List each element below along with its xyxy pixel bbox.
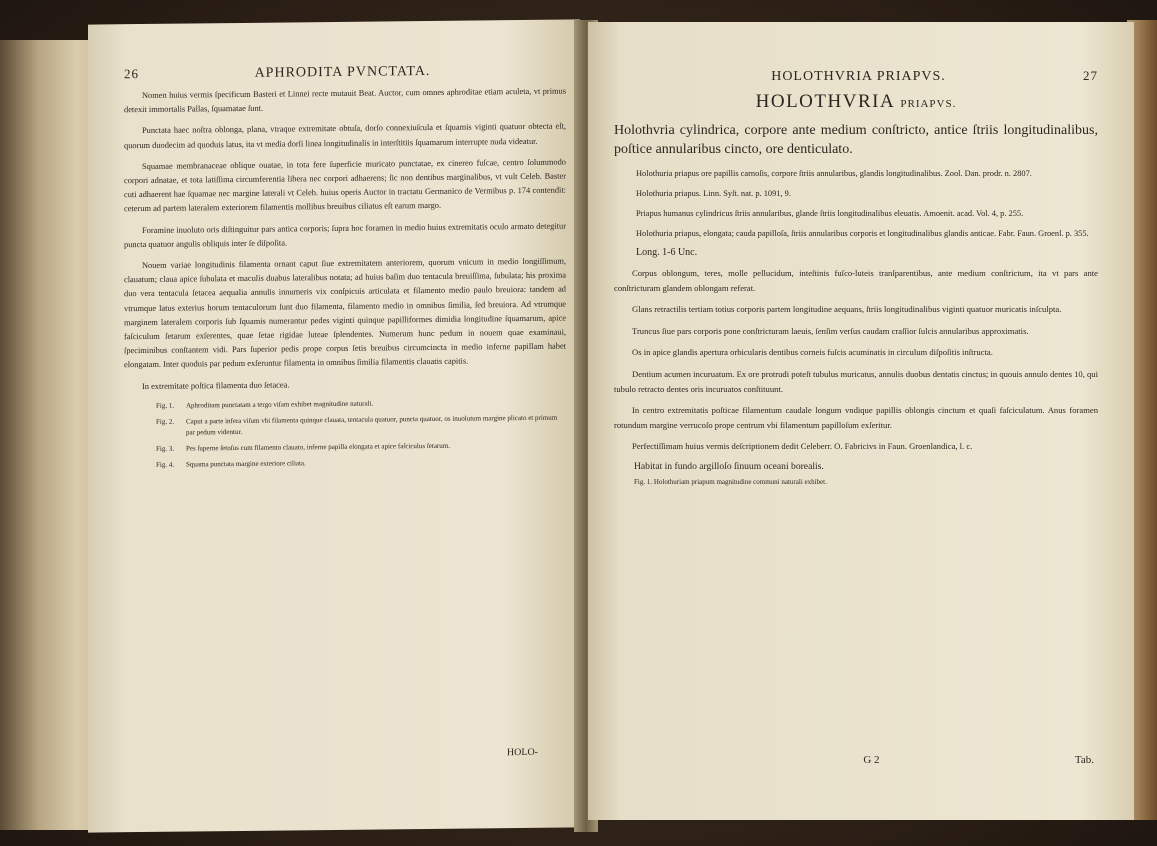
- synonym-entry: Holothuria priapus, elongata; cauda papilloſa, ſtriis annularibus corporis et longitudinalibus glandis anticae. Fabr. Faun. Groenl. p. 355.: [636, 229, 1089, 238]
- right-page-number: 27: [1082, 68, 1098, 83]
- synonym-list: [636, 167, 1098, 241]
- synonym-entry: Holothuria priapus ore papillis carnoſis, corpore ſtriis annularibus, glandis longitudinalibus. Zool. Dan. prodr. n. 2807.: [636, 169, 1032, 178]
- synonym-entry: Priapus humanus cylindricus ſtriis annularibus, glande ſtriis longitudinalibus eleuatis. Amoenit. acad. Vol. 4, p. 255.: [636, 209, 1024, 218]
- right-running-title: HOLOTHVRIA PRIAPVS.: [771, 69, 946, 84]
- signature-mark: G 2: [863, 754, 880, 766]
- synonym-entry: Holothuria priapus. Linn. Syſt. nat. p. 1091, 9.: [636, 189, 791, 198]
- right-paragraph: Dentium acumen incuruatum. Ex ore protrudi poteſt tubulus muricatus, annulis duobus dentatis cinctus; in quouis annulo dentes 10, qui tubulo retracto dentes oris incuruatos conſtituunt.: [614, 368, 1098, 394]
- left-running-head: [124, 62, 566, 84]
- right-paragraph: Os in apice glandis apertura orbicularis dentibus corneis fuſcis acuminatis in circulum diſpoſitis inſtructa.: [632, 347, 993, 358]
- right-paragraph: In centro extremitatis poſticae filamentum caudale longum vndique papillis oblongis cinctum et quaſi faſciculatum. Anus foramen rotundum margine verrucoſo prope centrum vbi filamentum papilloſum exſeritur.: [614, 405, 1098, 430]
- right-page: [588, 22, 1134, 820]
- left-page-number: 26: [124, 66, 139, 82]
- habitat-note: Habitat in fundo argilloſo ſinuum oceani borealis.: [634, 460, 824, 472]
- figure-captions: [156, 396, 566, 470]
- species-diagnosis: Holothvria cylindrica, corpore ante medium conſtricto, antice ſtriis longitudinalibus, poſtice annularibus cincto, ore denticulato.: [614, 123, 1098, 157]
- left-paragraph: Squamae membranaceae oblique ouatae, in tota fere ſuperficie muricato punctatae, ex cinereo fuſcae, centro ſolummodo corpori adnatae, et tota latiſſima circumferentia libera nec corpori adhaerens; ſic non dentibus marginalibus, vt vult Celeb. Baster cuti adhaerent hae ſquamae nec margine laterali vt Celeb. huius operis Auctor in tractatu Germanico de Vermibus p. 174 contendit: ceterum ad partem lateralem exteriorem filamentis mollibus breuibus ciliatus eſt earum margo.: [124, 157, 566, 214]
- figure-caption: Fig. 1. Aphroditam punctatam a tergo viſam exhibet magnitudine naturali.: [156, 399, 374, 410]
- figure-caption: Fig. 4. Squama punctata margine exteriore ciliata.: [156, 459, 306, 469]
- right-page-footer: [628, 754, 1094, 766]
- figure-caption: Fig. 3. Pes ſuperne ſetoſus cum filamento clauato, inferne papilla elongata et apice faſciculus ſetarum.: [156, 441, 450, 453]
- left-paragraph: In extremitate poſtica filamenta duo ſetacea.: [142, 380, 290, 391]
- species-title: HOLOTHVRIA PRIAPVS.: [755, 91, 957, 112]
- left-running-title: APHRODITA PVNCTATA.: [254, 63, 431, 81]
- left-paragraph: Foramine inuoluto oris diſtinguitur pars antica corporis; ſupra hoc foramen in medio huius extremitatis oculo armato detegitur puncta quatuor angulis obliquis inter ſe diſpoſita.: [124, 221, 566, 250]
- right-paragraph: Corpus oblongum, teres, molle pellucidum, inteſtinis fuſco-luteis tranſparentibus, ante medium conſtrictum, ita vt pars ante conſtricturam glandem oblongam referat.: [614, 268, 1098, 293]
- right-paragraph: Truncus ſiue pars corporis pone conſtricturam laeuis, ſenſim verſus caudam craſſior ſulcis annularibus approximatis.: [632, 325, 1029, 336]
- length-note: Long. 1-6 Unc.: [636, 247, 698, 258]
- left-catchword: HOLO-: [506, 746, 538, 759]
- left-paragraph: Punctata haec noſtra oblonga, plana, vtraque extremitate obtuſa, dorſo connexiuſcula et ſquamis viginti quatuor obtecta eſt, quorum duodecim ad quoduis latus, ita vt media dorſi linea longitudinalis in interſtitiis ſquamarum interrupte nuda videatur.: [124, 121, 566, 150]
- left-paragraph: Nouem variae longitudinis filamenta ornant caput ſiue extremitatem anteriorem, quorum vnicum in medio longiſſimum, clauatum; claua apice ſubulata et maculis duabus lateralibus notata; ad huius baſim duo tentacula breuiſſima, ſubulata; his proxima duo vera tentacula ſetacea aequalia annulis innumeris vix conſpicuis articulata et filamento medio paulo breuiora: tandem ad vtrumque latus exterius horum tentaculorum ſunt duo filamenta, filamento medio in omnibus ſimilia, ſed breuiora. Ad vtrumque marginem lateralem corporis ſub ſquamis numerantur pedes viginti quinque papilliformes dimidia longitudine ſquamarum, apice faſciculum ſetarum exſerentes, quae ſetae rigidae luteae ſplendentes. Numerum hunc pedum in nouem quae examinaui, ſpeciminibus conſtantem vidi. Pars ſuperior pedis prope corpus ſetis breuibus circumcincta in medio inferne papillam habet elongatam. Inter quoduis par pedum exſeruntur filamenta in omnibus ſimilia filamentis clauatis capitis.: [124, 256, 566, 370]
- left-page: [88, 19, 580, 832]
- left-paragraph: Nomen huius vermis ſpecificum Basteri et Linnei recte mutauit Beat. Auctor, cum omnes aphroditae etiam aculeta, vt primus detexit immortalis Pallas, ſquamatae ſunt.: [124, 86, 566, 115]
- figure-caption: Fig. 2. Caput a parte infera viſum vbi filamenta quinque clauata, tentacula quatuor, puncta quatuor, os inuolutum margine plicato et primum par pedum videntur.: [156, 413, 558, 437]
- right-running-head: [614, 68, 1098, 85]
- right-paragraph: Perfectiſſimam huius vermis deſcriptionem dedit Celeberr. O. Fabricivs in Faun. Groenlandica, l. c.: [632, 441, 973, 452]
- figure-caption: Fig. 1. Holothuriam priapum magnitudine communi naturali exhibet.: [634, 477, 827, 486]
- right-paragraph: Glans retractilis tertiam totius corporis partem longitudine aequans, ſtriis longitudinalibus viginti quatuor muricatis inſculpta.: [632, 304, 1062, 315]
- right-catchword: Tab.: [1074, 754, 1094, 766]
